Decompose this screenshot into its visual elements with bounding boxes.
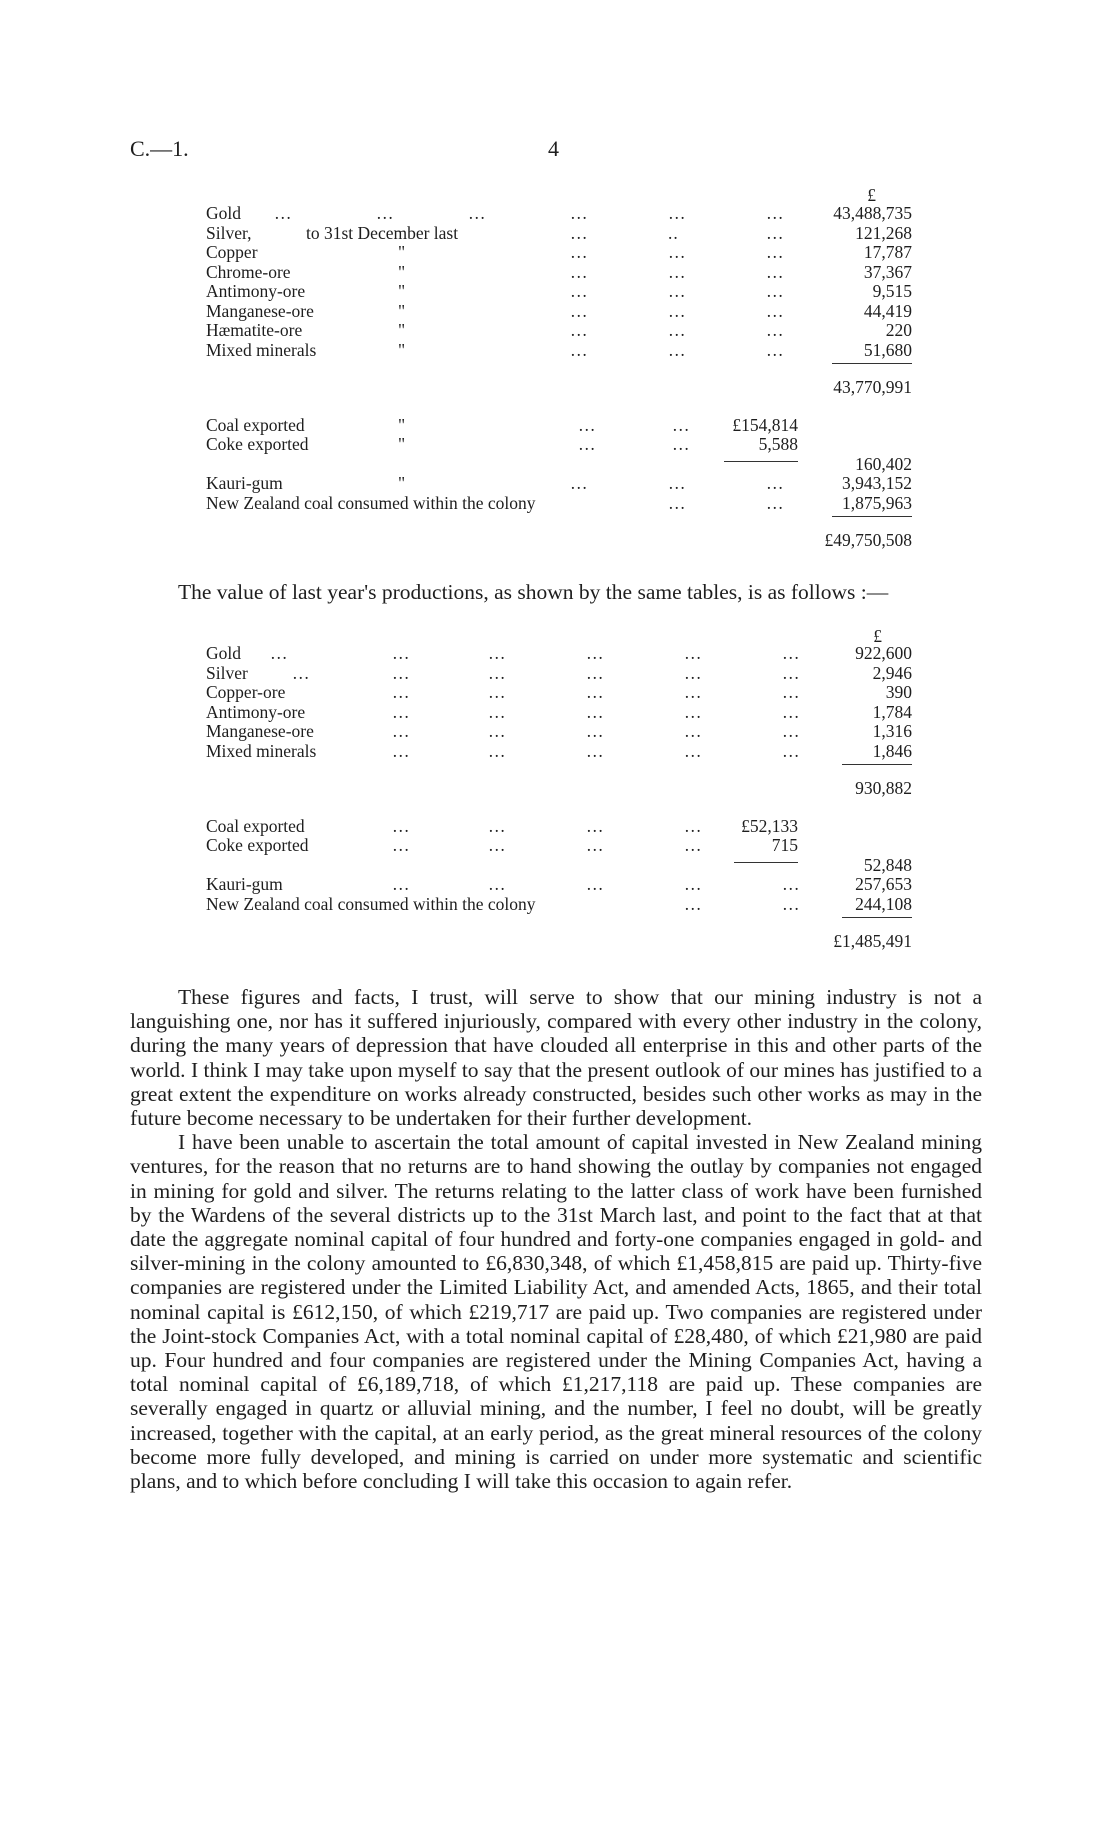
- currency-symbol: £: [873, 626, 882, 646]
- annual-value-table: [206, 627, 912, 952]
- sum-rule: [832, 363, 912, 364]
- paragraph: I have been unable to ascertain the total amount of capital invested in New Zealand mining ventures, for the reason that no returns are to hand showing the outlay by companies not engaged in mining for gold and silver. The returns relating to the latter class of work have been furnished by the Wardens of the several districts up to the 31st March last, and point to the fact that at that date the aggregate nominal capital of four hundred and forty-one companies engaged in gold- and silver-mining in the colony amounted to £6,830,348, of which £1,458,815 are paid up. Thirty-five companies are registered under the Limited Liability Act, and amended Acts, 1865, and their total nominal capital is £612,150, of which £219,717 are paid up. Two companies are registered under the Joint-stock Companies Act, with a total nominal capital of £28,480, of which £21,980 are paid up. Four hundred and four companies are registered under the Mining Companies Act, having a total nominal capital of £6,189,718, of which £1,217,118 are paid up. These companies are severally engaged in quartz or alluvial mining, and the number, I feel no doubt, will be greatly increased, together with the capital, at an early period, as the great mineral resources of the colony become more fully developed, and mining is carried on under more systematic and scientific plans, and to which before concluding I will take this occasion to again refer.: [130, 1130, 982, 1494]
- subtotal-row: 930,882: [855, 778, 912, 798]
- cumulative-value-table: [206, 186, 912, 551]
- paragraph: These figures and facts, I trust, will serve to show that our mining industry is not a languishing one, nor has it suffered injuriously, compared with every other industry in the colony, during the many years of depression that have clouded all enterprise in this and other parts of the world. I think I may take upon myself to say that the present outlook of our mines has justified to a great extent the expenditure on works already constructed, besides such other works as may in the future become necessary to be undertaken for their further development.: [130, 985, 982, 1131]
- table-row: Coke exported " … … 5,588: [206, 435, 912, 455]
- table-row: Gold … … … … … … 922,600: [206, 643, 912, 663]
- table-row: Manganese-ore " … … … 44,419: [206, 300, 912, 321]
- table-row: Manganese-ore … … … … … 1,316: [206, 721, 912, 741]
- table-row: Copper-ore … … … … … 390: [206, 682, 912, 702]
- table-row: Coal exported " … … £154,814: [206, 414, 798, 435]
- table-row: Copper " … … … 17,787: [206, 242, 912, 262]
- coal-coke-total-row: 160,402: [855, 453, 912, 474]
- table-row: Chrome-ore " … … … 37,367: [206, 261, 912, 282]
- table-row: Kauri-gum " … … … 3,943,152: [206, 473, 912, 493]
- grand-total-row: £1,485,491: [833, 931, 912, 951]
- table-row: New Zealand coal consumed within the colony … … 244,108: [206, 895, 912, 915]
- table-row: Coke exported … … … … 715: [206, 836, 912, 856]
- intro-paragraph: The value of last year's productions, as shown by the same tables, is as follows :—: [178, 580, 889, 604]
- table-row: Antimony-ore " … … … 9,515: [206, 281, 912, 301]
- sum-rule: [842, 764, 912, 765]
- document-reference: C.—1.: [130, 136, 189, 161]
- table-row: New Zealand coal consumed within the colony … … 1,875,963: [206, 494, 912, 514]
- table-row: Coal exported … … … … £52,133: [206, 815, 798, 836]
- subtotal-row: 43,770,991: [833, 377, 912, 397]
- sum-rule: [842, 917, 912, 918]
- currency-symbol: £: [867, 185, 876, 205]
- table-row: Mixed minerals " … … … 51,680: [206, 341, 912, 361]
- table-row: Hæmatite-ore " … … … 220: [206, 320, 912, 340]
- table-row: Silver, to 31st December last … .. … 121,268: [206, 222, 912, 243]
- table-row: Kauri-gum … … … … … 257,653: [206, 874, 912, 894]
- coal-coke-total-row: 52,848: [863, 854, 912, 875]
- grand-total-row: £49,750,508: [824, 530, 912, 550]
- table-row: Gold … … … … … … 43,488,735: [206, 203, 912, 223]
- body-text: [130, 985, 982, 1493]
- table-row: Silver … … … … … … 2,946: [206, 662, 912, 683]
- sum-rule: [832, 516, 912, 517]
- table-row: Mixed minerals … … … … … 1,846: [206, 742, 912, 762]
- page-number: 4: [548, 136, 559, 161]
- table-row: Antimony-ore … … … … … 1,784: [206, 701, 912, 722]
